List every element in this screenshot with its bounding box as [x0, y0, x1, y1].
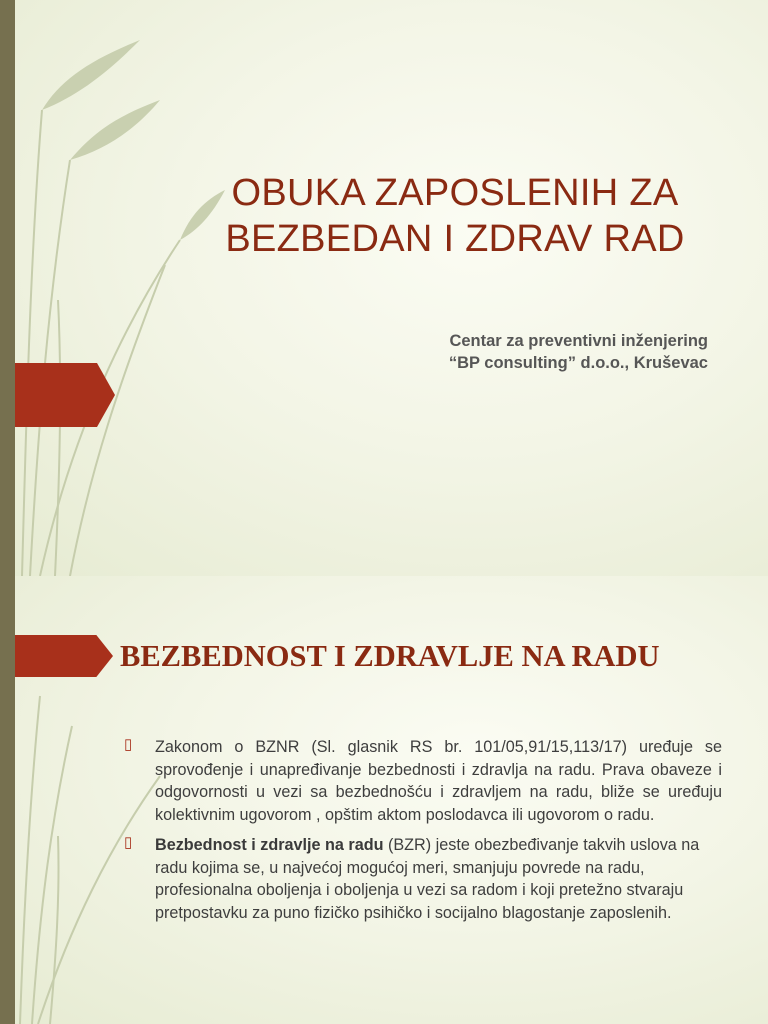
subtitle-line-1: Centar za preventivni inženjering [449, 332, 708, 350]
title-line-1: OBUKA ZAPOSLENIH ZA [231, 172, 679, 214]
list-item [124, 834, 722, 924]
accent-arrow-tab [15, 635, 113, 677]
content-slide [0, 576, 768, 1024]
bullet-text: (BZR) jeste obezbeđivanje takvih uslova na radu kojima se, u najvećoj mogućoj meri, smanjuju povrede na radu, profesionalna oboljenja i oboljenja u vezi sa radom i koji pretežno stvaraju pretpostavku za puno fizičko psihičko i socijalno blagostanje zaposlenih. [155, 836, 700, 922]
bullet-text: Zakonom o BZNR (Sl. glasnik RS br. 101/05,91/15,113/17) uređuje se sprovođenje i unapređivanje bezbednosti i zdravlja na radu. Prava obaveze i odgovornosti u vezi sa bezbednošću i zdravljem na radu, bliže se uređuju kolektivnim ugovorom , opštim aktom poslodavca ili ugovorom o radu. [155, 738, 722, 824]
slide-subtitle [449, 330, 708, 374]
bullet-marker-icon: ▯ [124, 834, 133, 851]
slide-title: BEZBEDNOST I ZDRAVLJE NA RADU [120, 639, 660, 673]
list-item [124, 736, 722, 826]
slide-title [160, 170, 750, 262]
bullet-marker-icon: ▯ [124, 736, 133, 753]
title-line-2: BEZBEDAN I ZDRAV RAD [225, 218, 685, 260]
bullet-bold-term: Bezbednost i zdravlje na radu [155, 836, 384, 854]
accent-arrow-tab [15, 363, 115, 427]
bullet-list [124, 736, 722, 932]
subtitle-line-2: “BP consulting” d.o.o., Kruševac [448, 354, 708, 372]
